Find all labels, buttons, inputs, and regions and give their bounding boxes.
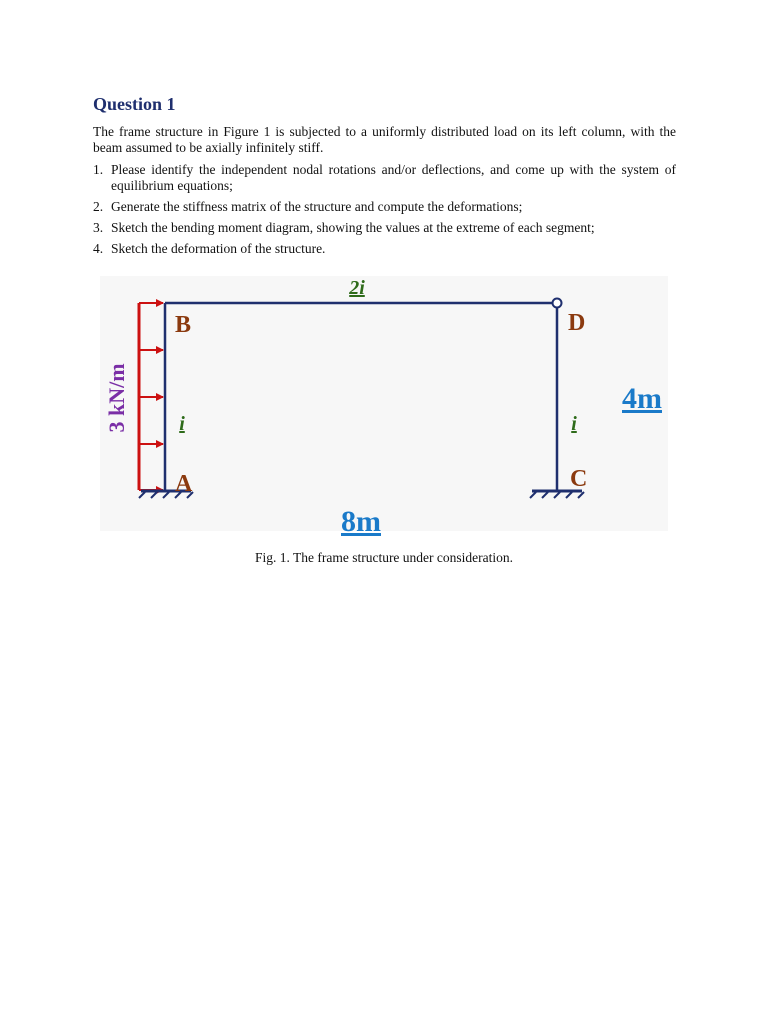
task-item xyxy=(93,241,676,257)
task-item xyxy=(93,220,676,236)
frame-figure xyxy=(95,268,675,543)
task-list xyxy=(93,162,676,262)
question-intro: The frame structure in Figure 1 is subjected to a uniformly distributed load on its left column, with the beam assumed to be axially infinitely stiff. xyxy=(93,124,676,155)
right-column-stiffness-label: i xyxy=(571,413,577,435)
question-heading: Question 1 xyxy=(93,94,176,114)
frame-diagram xyxy=(95,268,675,543)
node-label-c: C xyxy=(570,466,588,492)
load-magnitude-label: 3 kN/m xyxy=(104,363,129,433)
task-item xyxy=(93,162,676,194)
node-label-d: D xyxy=(568,310,586,336)
hinge-joint-d xyxy=(553,299,562,308)
task-text: Sketch the deformation of the structure. xyxy=(111,241,326,256)
left-column-stiffness-label: i xyxy=(179,413,185,435)
task-number: 3. xyxy=(93,220,104,235)
task-text: Generate the stiffness matrix of the structure and compute the deformations; xyxy=(111,199,523,214)
task-text: Please identify the independent nodal rotations and/or deflections, and come up with the system of equilibrium equations; xyxy=(111,162,676,193)
task-number: 1. xyxy=(93,162,104,177)
node-label-b: B xyxy=(175,312,192,338)
task-item xyxy=(93,199,676,215)
span-dimension-label: 8m xyxy=(341,505,381,538)
beam-stiffness-label: 2i xyxy=(349,277,365,299)
height-dimension-label: 4m xyxy=(622,382,662,415)
task-number: 2. xyxy=(93,199,104,214)
figure-caption: Fig. 1. The frame structure under consideration. xyxy=(254,550,514,565)
task-text: Sketch the bending moment diagram, showing the values at the extreme of each segment; xyxy=(111,220,595,235)
node-label-a: A xyxy=(175,471,193,497)
task-number: 4. xyxy=(93,241,104,256)
